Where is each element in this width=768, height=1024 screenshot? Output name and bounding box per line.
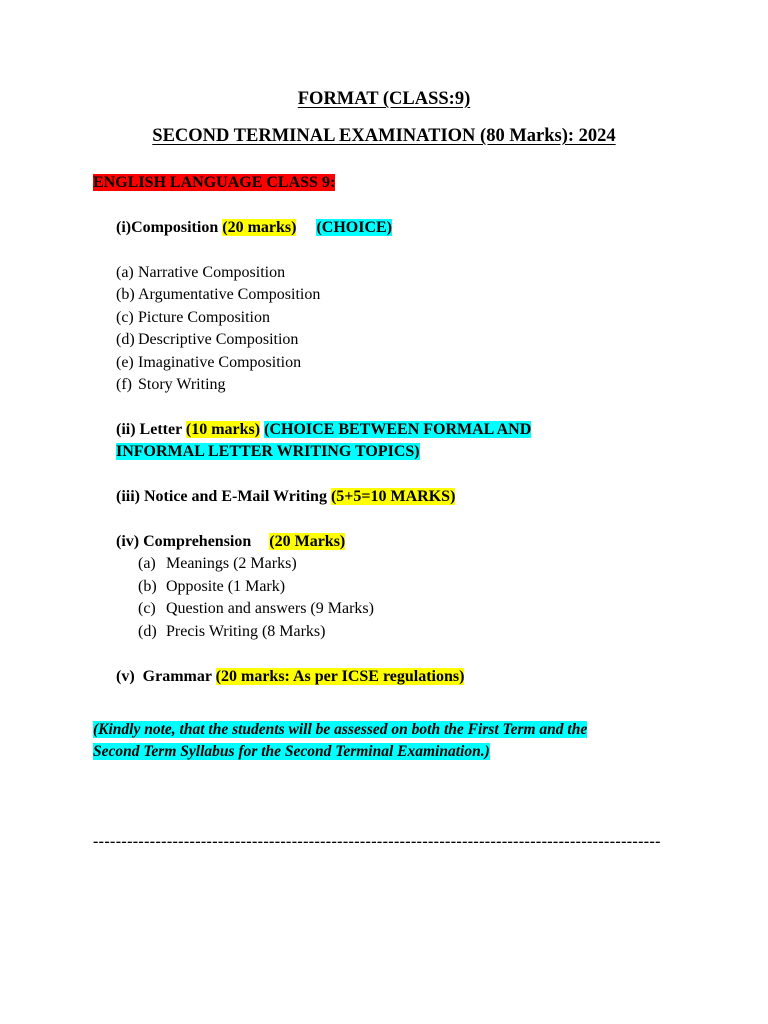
list-item: (a) Meanings (2 Marks): [138, 555, 297, 572]
letter-label: (ii) Letter: [116, 421, 182, 438]
letter-choice-line-2: INFORMAL LETTER WRITING TOPICS): [116, 443, 420, 460]
note-line-1: (Kindly note, that the students will be assessed on both the First Term and the: [93, 721, 588, 738]
grammar-marks: (20 marks: As per ICSE regulations): [215, 668, 465, 685]
notice-label: (iii) Notice and E-Mail Writing: [116, 488, 327, 505]
grammar-heading: [116, 666, 464, 688]
list-item: (e) Imaginative Composition: [116, 354, 302, 371]
letter-heading: [116, 419, 531, 441]
note-line-2: Second Term Syllabus for the Second Terminal Examination.): [93, 743, 490, 760]
comprehension-marks: (20 Marks): [269, 533, 346, 550]
list-item: (a) Narrative Composition: [116, 264, 286, 281]
list-item: (f) Story Writing: [116, 376, 226, 393]
grammar-label: (v) Grammar: [116, 668, 212, 685]
composition-choice: (CHOICE): [316, 219, 393, 236]
list-item: (d) Descriptive Composition: [116, 331, 299, 348]
composition-label: (i)Composition: [116, 219, 219, 236]
comprehension-heading: [116, 531, 345, 553]
list-item: (b) Argumentative Composition: [116, 286, 321, 303]
dashed-separator: ----------------------------------------------------------------------------------------------------: [93, 833, 661, 850]
subject-heading: [93, 172, 335, 194]
comprehension-label: (iv) Comprehension: [116, 533, 252, 550]
list-item: (c) Picture Composition: [116, 309, 270, 326]
subject-heading-text: ENGLISH LANGUAGE CLASS 9:: [93, 174, 336, 191]
letter-marks: (10 marks): [185, 421, 261, 438]
list-item: (b) Opposite (1 Mark): [138, 578, 286, 595]
list-item: (c) Question and answers (9 Marks): [138, 600, 374, 617]
composition-heading: [116, 217, 392, 239]
letter-choice-continued: [116, 441, 420, 463]
title-line-2: SECOND TERMINAL EXAMINATION (80 Marks): 2024: [152, 126, 616, 146]
title-line-1: FORMAT (CLASS:9): [297, 89, 471, 109]
notice-marks: (5+5=10 MARKS): [330, 488, 456, 505]
composition-marks: (20 marks): [222, 219, 297, 236]
notice-heading: [116, 486, 455, 508]
list-item: (d) Precis Writing (8 Marks): [138, 623, 326, 640]
page-subtitle: [0, 125, 768, 147]
letter-choice-line-1: (CHOICE BETWEEN FORMAL AND: [264, 421, 532, 438]
page-title: [0, 88, 768, 110]
